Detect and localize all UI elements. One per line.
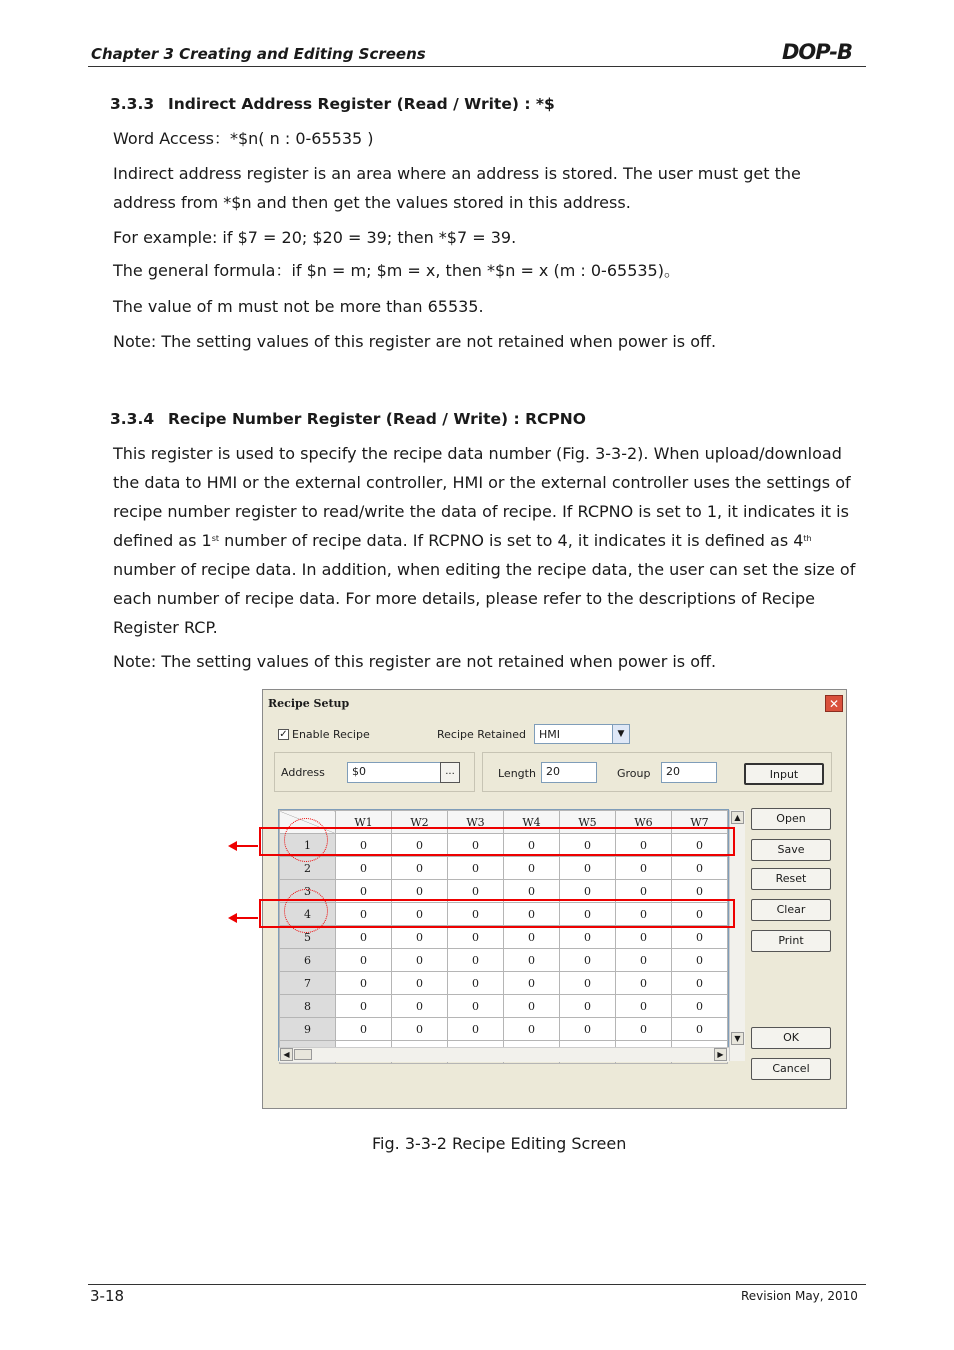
column-header: W3	[448, 811, 504, 834]
paragraph: Indirect address register is an area where an address is stored. The user must get the address from *$n and then get the values stored in this address.	[113, 164, 801, 212]
table-cell[interactable]: 0	[616, 972, 672, 995]
table-cell[interactable]: 0	[336, 880, 392, 903]
table-row	[280, 926, 728, 949]
table-cell[interactable]: 0	[336, 903, 392, 926]
reset-button[interactable]: Reset	[751, 868, 831, 890]
section-333-heading	[110, 95, 555, 113]
table-cell[interactable]: 0	[504, 880, 560, 903]
paragraph-text: This register is used to specify the recipe data number (Fig. 3-3-2). When upload/download the data to HMI or the external controller, HMI or the external controller uses the settings of recipe number register to read/write the data of recipe. If RCPNO is set to 1, it indicates it is defined as 1	[113, 444, 851, 550]
paragraph	[113, 439, 867, 642]
section-title: Indirect Address Register (Read / Write) : *$	[168, 95, 555, 113]
enable-recipe-label: Enable Recipe	[292, 728, 370, 741]
table-cell[interactable]: 0	[560, 880, 616, 903]
table-row	[280, 949, 728, 972]
table-cell[interactable]: 0	[616, 949, 672, 972]
section-334-heading	[110, 410, 586, 428]
paragraph: Note: The setting values of this register are not retained when power is off.	[113, 652, 717, 671]
table-cell[interactable]: 0	[504, 1018, 560, 1041]
table-cell[interactable]: 0	[616, 926, 672, 949]
paragraph: Note: The setting values of this register are not retained when power is off.	[113, 332, 717, 351]
row-header[interactable]: 7	[280, 972, 336, 995]
scroll-thumb[interactable]	[294, 1049, 312, 1060]
column-header: W2	[392, 811, 448, 834]
column-header: W1	[336, 811, 392, 834]
ok-button[interactable]: OK	[751, 1027, 831, 1049]
table-cell[interactable]: 0	[448, 1018, 504, 1041]
header-divider	[88, 66, 866, 67]
footer-divider	[88, 1284, 866, 1285]
table-cell[interactable]: 0	[392, 857, 448, 880]
table-cell[interactable]: 0	[392, 926, 448, 949]
scroll-down-icon[interactable]: ▼	[731, 1032, 744, 1045]
row-header[interactable]: 5	[280, 926, 336, 949]
highlight-row-4	[259, 899, 735, 928]
save-button[interactable]: Save	[751, 839, 831, 861]
revision-date: Revision May, 2010	[741, 1289, 858, 1303]
scroll-left-icon[interactable]: ◀	[280, 1048, 293, 1061]
scroll-right-icon[interactable]: ▶	[714, 1048, 727, 1061]
figure-caption: Fig. 3-3-2 Recipe Editing Screen	[372, 1134, 627, 1153]
table-cell[interactable]: 0	[616, 834, 672, 857]
chapter-header: Chapter 3 Creating and Editing Screens	[91, 45, 426, 63]
recipe-retained-select[interactable]	[534, 724, 630, 744]
table-row	[280, 1018, 728, 1041]
input-button[interactable]: Input	[744, 763, 824, 785]
table-cell[interactable]: 0	[448, 995, 504, 1018]
page-number: 3-18	[90, 1287, 125, 1305]
table-cell[interactable]: 0	[392, 880, 448, 903]
table-cell[interactable]: 0	[672, 1018, 728, 1041]
address-input[interactable]: $0	[347, 762, 441, 783]
table-cell[interactable]: 0	[672, 903, 728, 926]
table-cell[interactable]: 0	[336, 857, 392, 880]
table-cell[interactable]: 0	[336, 995, 392, 1018]
highlight-circle	[284, 818, 328, 862]
address-label: Address	[281, 766, 325, 779]
recipe-retained-value: HMI	[539, 728, 561, 741]
table-cell[interactable]: 0	[448, 949, 504, 972]
table-row	[280, 857, 728, 880]
row-header[interactable]: 6	[280, 949, 336, 972]
table-cell[interactable]: 0	[560, 995, 616, 1018]
section-number: 3.3.3	[110, 95, 155, 113]
clear-button[interactable]: Clear	[751, 899, 831, 921]
dialog-titlebar	[263, 690, 846, 717]
row-header[interactable]: 1	[280, 834, 336, 857]
column-header: W7	[672, 811, 728, 834]
table-cell[interactable]: 0	[560, 949, 616, 972]
section-number: 3.3.4	[110, 410, 155, 428]
table-row	[280, 995, 728, 1018]
paragraph: Word Access：*$n( n : 0-65535 )	[113, 129, 374, 148]
table-cell[interactable]: 0	[336, 949, 392, 972]
table-cell[interactable]: 0	[504, 926, 560, 949]
paragraph-text: number of recipe data. In addition, when editing the recipe data, the user can set the size of each number of recipe data. For more details, please refer to the descriptions of Recipe Register RCP.	[113, 560, 856, 637]
table-cell[interactable]: 0	[616, 903, 672, 926]
table-cell[interactable]: 0	[448, 834, 504, 857]
table-cell[interactable]: 0	[504, 949, 560, 972]
superscript: st	[211, 534, 220, 543]
table-cell[interactable]: 0	[504, 834, 560, 857]
print-button[interactable]: Print	[751, 930, 831, 952]
chevron-down-icon[interactable]: ▼	[612, 725, 629, 743]
paragraph: The general formula：if $n = m; $m = x, then *$n = x (m : 0-65535)。	[113, 261, 680, 280]
column-header: W5	[560, 811, 616, 834]
row-header[interactable]: 2	[280, 857, 336, 880]
table-cell[interactable]: 0	[392, 995, 448, 1018]
highlight-row-1	[259, 827, 735, 856]
arrow-left-icon	[236, 917, 258, 919]
table-cell[interactable]: 0	[392, 972, 448, 995]
open-button[interactable]: Open	[751, 808, 831, 830]
group-input[interactable]: 20	[661, 762, 717, 783]
table-row	[280, 972, 728, 995]
table-cell[interactable]: 0	[448, 903, 504, 926]
table-cell[interactable]: 0	[672, 972, 728, 995]
enable-recipe-checkbox[interactable]: ✓	[279, 729, 288, 740]
length-label: Length	[498, 767, 536, 780]
table-cell[interactable]: 0	[504, 972, 560, 995]
horizontal-scrollbar[interactable]	[279, 1047, 729, 1062]
table-cell[interactable]: 0	[616, 857, 672, 880]
table-cell[interactable]: 0	[560, 857, 616, 880]
table-cell[interactable]: 0	[448, 972, 504, 995]
recipe-retained-label: Recipe Retained	[437, 728, 527, 741]
paragraph: The value of m must not be more than 65535.	[113, 297, 484, 316]
scroll-up-icon[interactable]: ▲	[731, 811, 744, 824]
browse-button[interactable]: ...	[440, 762, 460, 783]
table-cell[interactable]: 0	[336, 972, 392, 995]
table-cell[interactable]: 0	[448, 926, 504, 949]
table-cell[interactable]: 0	[616, 995, 672, 1018]
arrow-left-icon	[236, 845, 258, 847]
product-logo: DOP-B	[782, 40, 853, 64]
table-cell[interactable]: 0	[392, 834, 448, 857]
table-cell[interactable]: 0	[672, 926, 728, 949]
group-label: Group	[617, 767, 651, 780]
dialog-title: Recipe Setup	[268, 697, 350, 710]
table-cell[interactable]: 0	[336, 1018, 392, 1041]
paragraph: For example: if $7 = 20; $20 = 39; then *$7 = 39.	[113, 228, 517, 247]
column-header: W6	[616, 811, 672, 834]
row-header[interactable]: 4	[280, 903, 336, 926]
row-header[interactable]: 8	[280, 995, 336, 1018]
table-cell[interactable]: 0	[392, 1018, 448, 1041]
table-cell[interactable]: 0	[560, 1018, 616, 1041]
column-header: W4	[504, 811, 560, 834]
superscript: th	[803, 534, 812, 543]
table-cell[interactable]: 0	[336, 926, 392, 949]
table-cell[interactable]: 0	[672, 880, 728, 903]
close-icon[interactable]: ✕	[825, 695, 843, 712]
section-title: Recipe Number Register (Read / Write) : RCPNO	[168, 410, 586, 428]
table-cell[interactable]: 0	[504, 857, 560, 880]
highlight-circle	[284, 889, 328, 933]
table-cell[interactable]: 0	[504, 995, 560, 1018]
table-cell[interactable]: 0	[448, 857, 504, 880]
table-cell[interactable]: 0	[616, 1018, 672, 1041]
table-cell[interactable]: 0	[672, 857, 728, 880]
row-header[interactable]: 3	[280, 880, 336, 903]
length-input[interactable]: 20	[541, 762, 597, 783]
table-cell[interactable]: 0	[560, 834, 616, 857]
paragraph-text: number of recipe data. If RCPNO is set to 4, it indicates it is defined as 4	[219, 531, 804, 550]
table-cell[interactable]: 0	[672, 995, 728, 1018]
table-cell[interactable]: 0	[504, 903, 560, 926]
table-cell[interactable]: 0	[336, 834, 392, 857]
table-cell[interactable]: 0	[392, 903, 448, 926]
table-cell[interactable]: 0	[448, 880, 504, 903]
cancel-button[interactable]: Cancel	[751, 1058, 831, 1080]
table-cell[interactable]: 0	[560, 926, 616, 949]
table-cell[interactable]: 0	[672, 949, 728, 972]
table-cell[interactable]: 0	[560, 903, 616, 926]
table-cell[interactable]: 0	[616, 880, 672, 903]
table-cell[interactable]: 0	[392, 949, 448, 972]
row-header[interactable]: 9	[280, 1018, 336, 1041]
table-cell[interactable]: 0	[560, 972, 616, 995]
table-cell[interactable]: 0	[672, 834, 728, 857]
